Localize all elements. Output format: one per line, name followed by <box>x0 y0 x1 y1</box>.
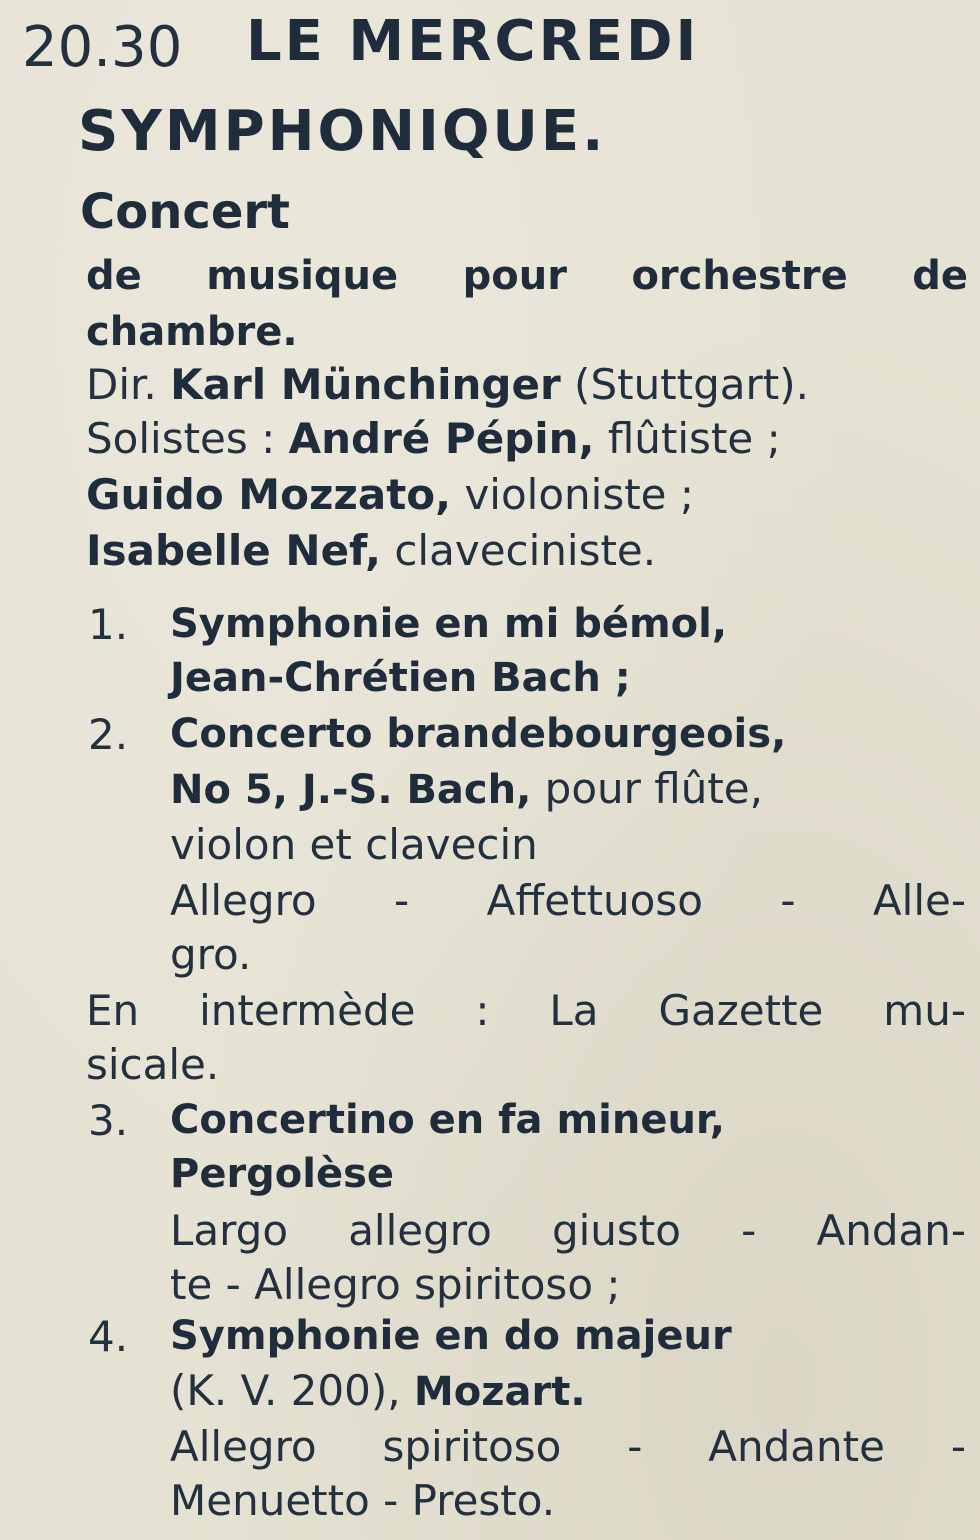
soloist1-name: André Pépin, <box>288 414 595 463</box>
program-item-1-line2: Jean-Chrétien Bach ; <box>170 655 631 701</box>
intermede-line2: sicale. <box>86 1040 220 1089</box>
conductor-line <box>86 360 809 409</box>
soloist3-name: Isabelle Nef, <box>86 526 381 575</box>
soloists-prefix: Solistes : <box>86 414 289 463</box>
soloist2-name: Guido Mozzato, <box>86 470 452 519</box>
program-item-4-line2 <box>170 1366 586 1415</box>
program-item-2-line2 <box>170 764 763 813</box>
soloist3-role: claveciniste. <box>380 526 657 575</box>
soloist1-role: flûtiste ; <box>594 414 781 463</box>
intermede-line1: En intermède : La Gazette mu- <box>86 986 966 1035</box>
soloists-line3 <box>86 526 657 575</box>
program-title-line1: LE MERCREDI <box>246 9 700 74</box>
program-item-4-number: 4. <box>88 1312 129 1361</box>
program-item-4-catalogue: (K. V. 200), <box>170 1366 414 1415</box>
concert-description-line2: chambre. <box>86 309 298 355</box>
program-item-3-line1: Concertino en fa mineur, <box>170 1097 725 1143</box>
conductor-prefix: Dir. <box>86 360 171 409</box>
soloist2-role: violoniste ; <box>451 470 695 519</box>
broadcast-time: 20.30 <box>22 15 183 80</box>
program-item-1-number: 1. <box>88 600 129 649</box>
program-item-2-line3: violon et clavecin <box>170 820 538 869</box>
concert-heading: Concert <box>80 184 290 240</box>
program-item-4-line1: Symphonie en do majeur <box>170 1313 732 1359</box>
program-item-3-movements-cont: te - Allegro spiritoso ; <box>170 1260 621 1309</box>
program-item-2-instruments: pour flûte, <box>531 764 763 813</box>
program-item-2-movements-cont: gro. <box>170 930 252 979</box>
program-item-4-movements: Allegro spiritoso - Andante - <box>170 1422 966 1471</box>
program-item-4-movements-cont: Menuetto - Presto. <box>170 1476 556 1525</box>
program-item-2-number: 2. <box>88 710 129 759</box>
program-item-2-line1: Concerto brandebourgeois, <box>170 711 787 757</box>
program-item-4-composer: Mozart. <box>413 1369 586 1415</box>
program-item-2-movements: Allegro - Affettuoso - Alle- <box>170 876 966 925</box>
concert-description-line1: de musique pour orchestre de <box>86 253 968 299</box>
program-item-2-work: No 5, J.-S. Bach, <box>170 767 532 813</box>
program-item-3-line2: Pergolèse <box>170 1151 395 1197</box>
conductor-suffix: (Stuttgart). <box>560 360 809 409</box>
program-title-line2: SYMPHONIQUE. <box>78 99 607 164</box>
conductor-name: Karl Münchinger <box>170 360 561 409</box>
soloists-line2 <box>86 470 695 519</box>
program-item-3-movements: Largo allegro giusto - Andan- <box>170 1206 966 1255</box>
program-item-3-number: 3. <box>88 1096 129 1145</box>
soloists-line1 <box>86 414 781 463</box>
program-item-1-line1: Symphonie en mi bémol, <box>170 601 728 647</box>
